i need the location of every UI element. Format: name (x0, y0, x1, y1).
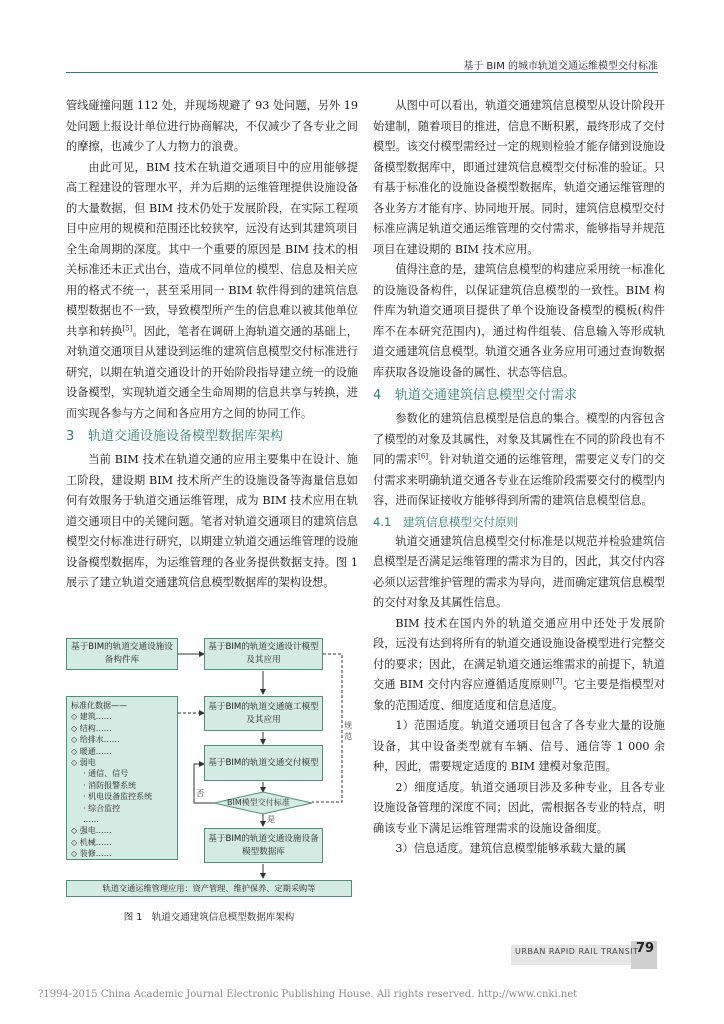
running-header: 基于 BIM 的城市轨道交通运维模型交付标准 (463, 61, 658, 72)
paragraph: 参数化的建筑信息模型是信息的集合。模型的内容包含了模型的对象及其属性，对象及其属性在不同的阶段也有不同的需求[6]。针对轨道交通的运维管理，需要定义专门的交付需求来明确轨道交通各专业在运维阶段需要交付的模型内容，进而保证接收方能够得到所需的建筑信息模型信息。 (373, 412, 665, 507)
page-number: 79 (636, 941, 655, 956)
citation[interactable]: [7] (552, 677, 563, 686)
norm-label: 规范 (344, 720, 353, 741)
paragraph: 从图中可以看出，轨道交通建筑信息模型从设计阶段开始建制，随着项目的推进，信息不断积累，最终形成了交付模型。该交付模型需经过一定的规则检验才能存储到设施设备模型数据库中，即通过建筑信息模型交付标准的验证。只有基于标准化的设施设备模型数据库，轨道交通运维管理的各业务方才能有序、协同地开展。同时，建筑信息模型交付标准应满足轨道交通运维管理的交付需求，能够指导并规范项目在建设期的 BIM 技术应用。 (373, 99, 665, 256)
std-item: ◇ 给排水…… (71, 735, 120, 745)
std-item: ◇ 机械…… (71, 837, 112, 847)
paragraph: 2）细度适度。轨道交通项目涉及多种专业，且各专业设施设备管理的深度不同；因此，需根据各专业的特点，明确该专业下满足运维管理需求的设施设备细度。 (373, 780, 665, 835)
section-heading-4-1: 4.1 建筑信息模型交付原则 (373, 514, 518, 529)
standardized-data-box (66, 696, 178, 860)
component-library-box: 基于BIM的轨道交通设施设备构件库 (66, 638, 178, 670)
std-item: ◇ 装修…… (71, 849, 112, 859)
std-item: ◇ 结构…… (71, 723, 112, 733)
paragraph: BIM 技术在国内外的轨道交通应用中还处于发展阶段，远没有达到将所有的轨道交通设施设备模型进行完整交付的要求；因此，在满足轨道交通运维需求的前提下，轨道交通 BIM 交付内容应遵循适度原则[7]。它主要是指模型对象的范围适度、细度适度和信息适度。 (373, 616, 665, 712)
paragraph: 当前 BIM 技术在轨道交通的应用主要集中在设计、施工阶段，建设期 BIM 技术所产生的设施设备等海量信息如何有效服务于轨道交通运维管理，成为 BIM 技术应用在轨道交通项目中的关键问题。笔者对轨道交通项目的建筑信息模型交付标准进行研究，以期建立轨道交通运维管理的设施设备模型数据库，为运维管理的各业务提供数据支持。图 1 展示了建立轨道交通建筑信息模型数据库的架构设想。 (66, 453, 358, 589)
delivery-standard-label: BIM模型交付标准 (227, 798, 290, 807)
yes-label: 是 (267, 814, 276, 824)
paragraph: 1）范围适度。轨道交通项目包含了各专业大量的设施设备，其中设备类型就有车辆、信号、通信等 1 000 余种，因此，需要规定适度的 BIM 建模对象范围。 (373, 719, 665, 773)
std-subitem: · 机电设备监控系统 (83, 792, 153, 802)
paragraph: 由此可见，BIM 技术在轨道交通项目中的应用能够提高工程建设的管理水平，并为后期的运维管理提供设施设备的大量数据，但 BIM 技术仍处于发展阶段，在实际工程项目中应用的规模和范围还比较狭窄，远没有达到其建筑项目全生命周期的深度。其中一个重要的原因是 BIM 技术的相关标准还未正式出台，造成不同单位的模型、信息及相关应用的格式不统一，甚至采用同一 BIM 软件得到的建筑信息模型数据也不一致，导致模型所产生的信息难以被其他单位共享和转换[5]。因此，笔者在调研上海轨道交通的基础上，对轨道交通项目从建设到运维的建筑信息模型交付标准进行研究，以期在轨道交通设计的开始阶段指导建立统一的设施设备模型，实现轨道交通全生命周期的信息共享与转换，进而实现各参与方之间和各应用方之间的协同工作。 (66, 160, 358, 420)
no-label: 否 (196, 788, 205, 798)
paragraph: 管线碰撞问题 112 处，并现场规避了 93 处问题，另外 19 处问题上报设计单位进行协商解决，不仅减少了各专业之间的摩擦，也减少了人力物力的浪费。 (66, 99, 358, 153)
citation[interactable]: [6] (418, 452, 429, 461)
right-column (373, 96, 665, 860)
std-subitem: · 通信、信号 (83, 769, 129, 779)
copyright-notice: ?1994-2015 China Academic Journal Electronic Publishing House. All rights reserved. http://www.cnki.net (38, 989, 578, 1000)
std-subitem: · 消防报警系统 (83, 780, 137, 790)
design-model-box: 基于BIM的轨道交通设计模型及其应用 (204, 638, 323, 670)
std-subitem: · 综合监控 (83, 803, 121, 813)
paragraph: 值得注意的是，建筑信息模型的构建应采用统一标准化的设施设备构件，以保证建筑信息模型的一致性。BIM 构件库为轨道交通项目提供了单个设施设备模型的模板(构件库不在本研究范围内)，通过构件组装、信息输入等形成轨道交通建筑信息模型。轨道交通各业务应用可通过查询数据库获取各设施设备的属性、状态等信息。 (373, 263, 665, 379)
ops-application-box: 轨道交通运维管理应用：资产管理、维护保养、定期采购等 (66, 880, 352, 897)
citation[interactable]: [5] (122, 323, 133, 332)
paragraph: 轨道交通建筑信息模型交付标准是以规范并检验建筑信息模型是否满足运维管理的需求为目的，因此，其交付内容必须以运营维护管理的需求为导向，进而确定建筑信息模型的交付对象及其属性信息。 (373, 534, 665, 609)
section-heading-3: 3 轨道交通设施设备模型数据库架构 (66, 429, 284, 444)
figure-caption: 图 1 轨道交通建筑信息模型数据库架构 (123, 912, 295, 923)
construction-model-box: 基于BIM的轨道交通施工模型及其应用 (204, 696, 323, 731)
std-item: ◇ 强电…… (71, 826, 112, 836)
left-column (66, 96, 358, 594)
std-title: 标准化数据—— (71, 701, 127, 710)
std-item: ◇ 建筑…… (71, 712, 112, 722)
std-subitem: …… (83, 815, 99, 825)
delivery-model-box: 基于BIM的轨道交通交付模型 (204, 745, 323, 781)
figure-1 (66, 638, 352, 898)
header-rule (66, 72, 658, 73)
paragraph: 3）信息适度。建筑信息模型能够承载大量的属 (395, 842, 627, 855)
std-item: ◇ 暖通…… (71, 746, 112, 756)
journal-name: URBAN RAPID RAIL TRANSIT (515, 947, 639, 956)
std-item: ◇ 弱电 (71, 758, 96, 768)
section-heading-4: 4 轨道交通建筑信息模型交付需求 (373, 388, 578, 403)
database-box: 基于BIM的轨道交通设施设备模型数据库 (204, 828, 323, 863)
